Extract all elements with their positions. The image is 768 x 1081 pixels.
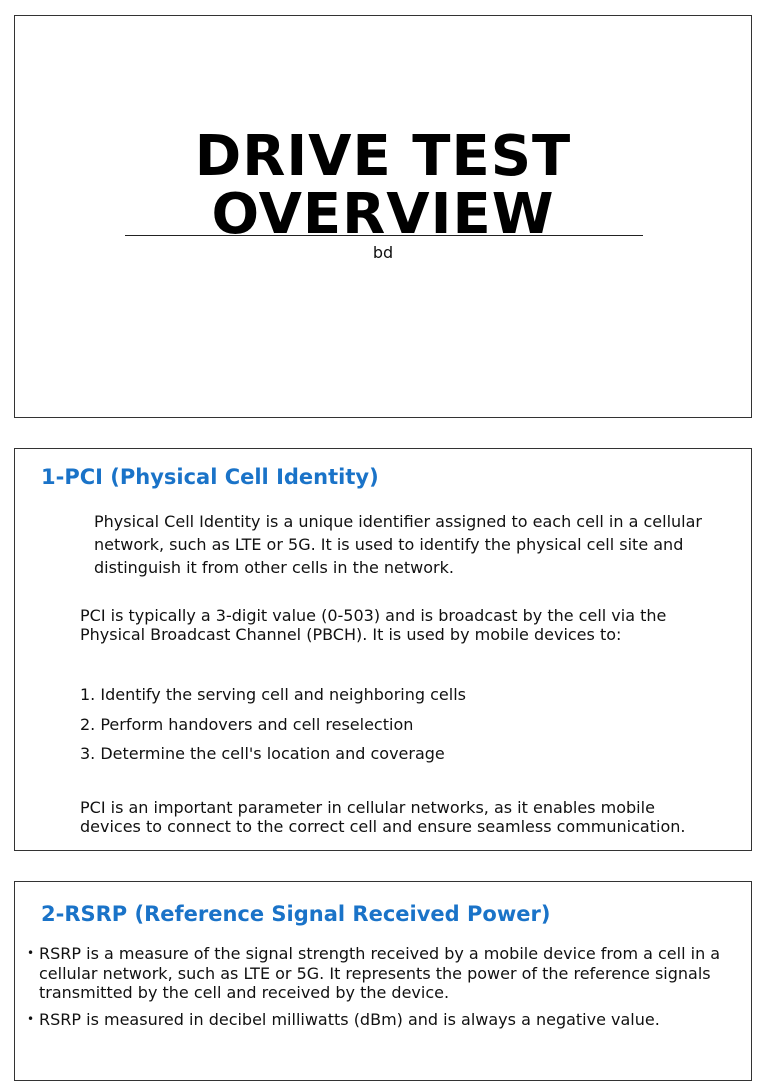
slide-rsrp	[14, 881, 752, 1081]
slide-title	[14, 15, 752, 418]
list-item	[27, 1010, 751, 1030]
title-line-1: DRIVE TEST	[194, 124, 572, 189]
pci-uses-list	[80, 680, 466, 769]
bullet-icon: •	[27, 946, 35, 960]
list-item: 3. Determine the cell's location and coverage	[80, 744, 445, 763]
slide-title-text	[15, 124, 751, 247]
title-divider	[125, 235, 643, 236]
list-item	[27, 944, 751, 1003]
bullet-text: RSRP is a measure of the signal strength received by a mobile device from a cell in a cellular network, such as LTE or 5G. It represents the power of the reference signals transmitted by the cell and received by the device.	[39, 944, 721, 1002]
title-line-2: OVERVIEW	[211, 182, 555, 247]
rsrp-bullet-list	[27, 944, 751, 1036]
pci-importance-paragraph: PCI is an important parameter in cellular networks, as it enables mobile devices to connect to the correct cell and ensure seamless communication.	[80, 798, 686, 836]
slide-heading-rsrp: 2-RSRP (Reference Signal Received Power)	[41, 902, 551, 926]
bullet-icon: •	[27, 1011, 35, 1026]
pci-broadcast-paragraph: PCI is typically a 3-digit value (0-503) and is broadcast by the cell via the Physical Broadcast Channel (PBCH). It is used by mobile devices to:	[80, 606, 667, 644]
list-item: 1. Identify the serving cell and neighboring cells	[80, 685, 466, 704]
pci-intro-paragraph: Physical Cell Identity is a unique identifier assigned to each cell in a cellular network, such as LTE or 5G. It is used to identify the physical cell site and distinguish it from other cells in the network.	[94, 512, 702, 577]
slide-pci	[14, 448, 752, 851]
slide-heading-pci: 1-PCI (Physical Cell Identity)	[41, 465, 379, 489]
bullet-text: RSRP is measured in decibel milliwatts (dBm) and is always a negative value.	[39, 1009, 660, 1029]
list-item: 2. Perform handovers and cell reselection	[80, 714, 414, 734]
slide-subtitle: bd	[372, 243, 394, 262]
